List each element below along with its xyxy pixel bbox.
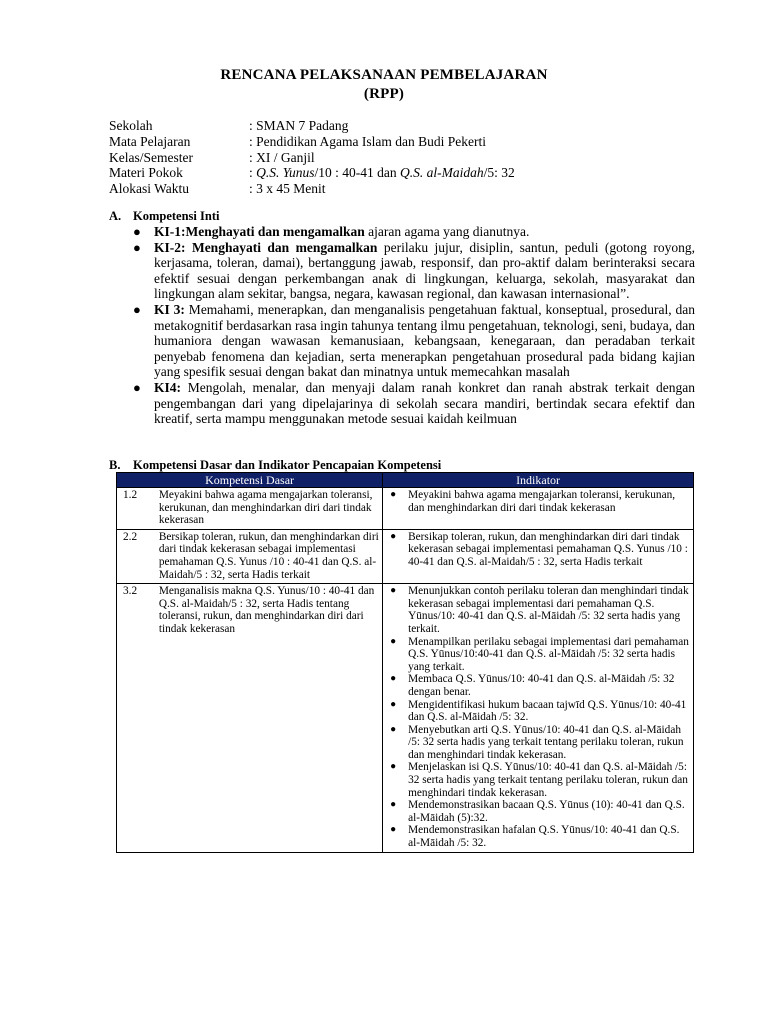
ki-text: Memahami, menerapkan, dan menganalisis pengetahuan faktual, konseptual, prosedural, dan metakognitif berdasarkan rasa ingin tahunya tentang ilmu pengetahuan, teknologi, seni, budaya, dan humaniora dengan wawasan kemanusiaan, kebangsaan, kenegaraan, dan peradaban terkait penyebab fenomena dan kejadian, serta menerapkan pengetahuan prosedural pada bidang kajian yang spesifik sesuai dengan bakat dan minatnya untuk memecahkan masalah	[154, 301, 695, 380]
list-item	[133, 380, 695, 427]
indicator-text: Membaca Q.S. Yūnus/10: 40-41 dan Q.S. al-Māidah /5: 32 dengan benar.	[408, 673, 675, 698]
bullet-icon: ●	[390, 585, 397, 597]
indicator-text: Mendemonstrasikan hafalan Q.S. Yūnus/10: 40-41 dan Q.S. al-Māidah /5: 32.	[408, 824, 680, 850]
info-value-prefix: :	[249, 165, 257, 181]
list-item	[133, 302, 695, 380]
bullet-icon: ●	[133, 379, 141, 395]
table-row	[117, 529, 694, 583]
section-title: Kompetensi Dasar dan Indikator Pencapaian Kompetensi	[133, 458, 442, 472]
indicator-text: Meyakini bahwa agama mengajarkan toleransi, kerukunan, dan menghindarkan diri dari tindak kekerasan	[408, 489, 676, 514]
info-value: : SMAN 7 Padang	[249, 118, 349, 133]
ki-text: Mengolah, menalar, dan menyaji dalam ranah konkret dan ranah abstrak terkait dengan pengembangan dari yang dipelajarinya di sekolah secara mandiri, bertindak secara efektif dan kreatif, serta mampu menggunakan metode sesuai kaidah keilmuan	[154, 379, 695, 427]
section-letter: B.	[109, 458, 121, 472]
table-row	[117, 584, 694, 852]
info-label: Mata Pelajaran	[109, 133, 191, 149]
surah-name: Q.S. al-Maidah	[400, 165, 484, 181]
info-value	[249, 165, 515, 181]
indicator-item	[386, 699, 690, 724]
indicator-item	[386, 824, 690, 849]
info-label: Alokasi Waktu	[109, 181, 190, 197]
ki-text: ajaran agama yang dianutnya.	[364, 224, 530, 239]
competence-table	[116, 472, 694, 853]
bullet-icon: ●	[133, 301, 141, 317]
identity-block	[109, 118, 515, 197]
document-subtitle: (RPP)	[363, 86, 405, 102]
bullet-icon: ●	[390, 761, 397, 773]
kd-text: Bersikap toleran, rukun, dan menghindarkan diri dari tindak kekerasan sebagai implementasi pemahaman Q.S. Yunus /10 : 40-41 dan Q.S. al-Maidah/5 : 32, serta Hadis terkait	[156, 529, 383, 583]
indicator-text: Bersikap toleran, rukun, dan menghindarkan diri dari tindak kekerasan sebagai implementasi pemahaman Q.S. Yunus /10 : 40-41 dan Q.S. al-Maidah/5 : 32, serta Hadis terkait	[408, 530, 688, 568]
core-competence-list	[133, 224, 695, 427]
indicator-item	[386, 799, 690, 824]
info-label: Kelas/Semester	[109, 149, 193, 165]
document-title: RENCANA PELAKSANAAN PEMBELAJARAN	[220, 67, 548, 83]
indicator-text: Mendemonstrasikan bacaan Q.S. Yūnus (10): 40-41 dan Q.S. al-Māidah (5):32.	[408, 799, 685, 824]
header-kompetensi-dasar: Kompetensi Dasar	[117, 473, 383, 488]
surah-name: Q.S. Yunus	[256, 165, 315, 181]
ki-lead: KI-1:Menghayati dan mengamalkan	[154, 224, 365, 239]
bullet-icon: ●	[390, 489, 397, 500]
section-heading-b	[109, 458, 441, 473]
indicator-item	[386, 636, 690, 674]
indicator-item	[386, 585, 690, 635]
info-label: Materi Pokok	[109, 165, 183, 181]
indicator-text: Menjelaskan isi Q.S. Yūnus/10: 40-41 dan Q.S. al-Māidah /5: 32 serta hadis yang terkait tentang perilaku toleran, rukun dan menghindari tindak kekerasan.	[408, 761, 688, 799]
bullet-icon: ●	[133, 224, 141, 239]
info-value-mid: /10 : 40-41 dan	[314, 165, 401, 181]
section-title: Kompetensi Inti	[133, 209, 220, 223]
ki-lead: KI4:	[154, 379, 181, 395]
indicator-cell	[383, 584, 694, 852]
info-label: Sekolah	[109, 118, 153, 133]
info-row-school	[109, 118, 515, 134]
indicator-item	[386, 673, 690, 698]
info-value: : 3 x 45 Menit	[249, 181, 326, 197]
kd-number: 3.2	[117, 584, 156, 852]
section-heading-a	[109, 209, 219, 224]
bullet-icon: ●	[390, 673, 397, 685]
bullet-icon: ●	[390, 530, 397, 542]
info-row-class	[109, 150, 515, 166]
indicator-text: Menunjukkan contoh perilaku toleran dan menghindari tindak kekerasan sebagai implementasi dari pemahaman Q.S. Yūnus/10: 40-41 dan Q.S. al-Māidah /5: 32 serta hadis yang terkait.	[408, 585, 689, 635]
table-header-row	[117, 473, 694, 488]
list-item	[133, 224, 695, 240]
info-value: : Pendidikan Agama Islam dan Budi Pekerti	[249, 133, 486, 149]
info-value-suffix: /5: 32	[483, 165, 515, 181]
indicator-item	[386, 531, 690, 569]
bullet-icon: ●	[390, 824, 397, 836]
info-row-subject	[109, 134, 515, 150]
bullet-icon: ●	[390, 698, 397, 710]
info-row-topic	[109, 165, 515, 181]
bullet-icon: ●	[390, 635, 397, 647]
bullet-icon: ●	[390, 799, 397, 811]
kd-number: 2.2	[117, 529, 156, 583]
bullet-icon: ●	[133, 239, 141, 255]
indicator-item	[386, 761, 690, 799]
ki-lead: KI-2: Menghayati dan mengamalkan	[154, 239, 378, 255]
indicator-text: Menampilkan perilaku sebagai implementasi dari pemahaman Q.S. Yūnus/10:40-41 dan Q.S. al-Māidah /5: 32 serta hadis yang terkait.	[408, 635, 689, 673]
indicator-text: Menyebutkan arti Q.S. Yūnus/10: 40-41 dan Q.S. al-Māidah /5: 32 serta hadis yang terkait tentang perilaku toleran, rukun dan menghindari tindak kekerasan.	[408, 723, 684, 761]
indicator-cell	[383, 488, 694, 530]
kd-text: Meyakini bahwa agama mengajarkan toleransi, kerukunan, dan menghindarkan diri dari tindak kekerasan	[156, 488, 383, 530]
ki-lead: KI 3:	[154, 301, 185, 317]
list-item	[133, 240, 695, 302]
indicator-item	[386, 724, 690, 762]
indicator-item	[386, 489, 690, 514]
kd-text: Menganalisis makna Q.S. Yunus/10 : 40-41 dan Q.S. al-Maidah/5 : 32, serta Hadis tentang toleransi, rukun, dan menghindarkan diri dari tindak kekerasan	[156, 584, 383, 852]
info-value: : XI / Ganjil	[249, 149, 315, 165]
table-row	[117, 488, 694, 530]
indicator-cell	[383, 529, 694, 583]
section-letter: A.	[109, 209, 122, 223]
header-indikator: Indikator	[383, 473, 694, 488]
indicator-text: Mengidentifikasi hukum bacaan tajwīd Q.S. Yūnus/10: 40-41 dan Q.S. al-Māidah /5: 32.	[408, 698, 687, 724]
info-row-time	[109, 181, 515, 197]
ki-text: perilaku jujur, disiplin, santun, peduli (gotong royong, kerjasama, toleran, damai), bertanggung jawab, responsif, dan pro-aktif dalam berinteraksi secara efektif sesuai dengan perkembangan anak di lingkungan, keluarga, sekolah, masyarakat dan lingkungan alam sekitar, bangsa, negara, kawasan regional, dan kawasan internasional”.	[154, 239, 695, 302]
bullet-icon: ●	[390, 723, 397, 735]
kd-number: 1.2	[117, 488, 156, 530]
